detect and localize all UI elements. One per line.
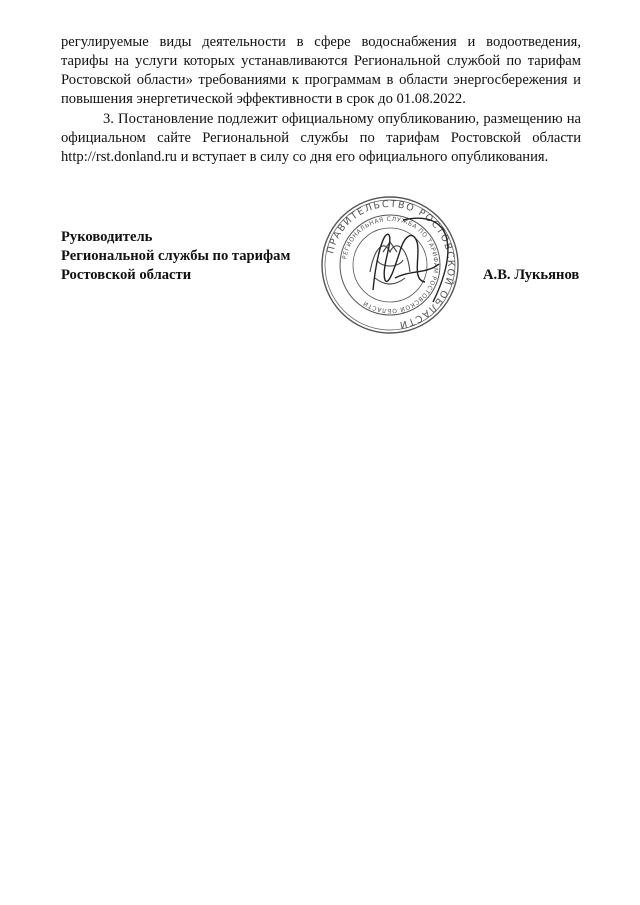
official-seal-icon — [315, 190, 465, 340]
position-line-organization: Региональной службы по тарифам — [61, 248, 291, 264]
paragraph-continuation: регулируемые виды деятельности в сфере водоснабжения и водоотведения, тарифы на услуги которых устанавливаются Региональной службой по тарифам Ростовской области» требованиями к программам в области энергосбережения и повышения энергетической эффективности в срок до 01.08.2022. — [61, 34, 581, 107]
paragraph-publication-clause: 3. Постановление подлежит официальному опубликованию, размещению на официальном сайте Региональной службы по тарифам Ростовской области http://rst.donland.ru и вступает в силу со дня его официального опубликования. — [61, 111, 581, 165]
signatory-name: А.В. Лукьянов — [483, 267, 580, 283]
svg-text:РЕГИОНАЛЬНАЯ СЛУЖБА ПО ТАРИФАМ: РЕГИОНАЛЬНАЯ СЛУЖБА ПО ТАРИФАМ РОСТОВСКОЙ ОБЛАСТИ — [341, 215, 440, 315]
position-line-title: Руководитель — [61, 229, 153, 245]
svg-text:ПРАВИТЕЛЬСТВО РОСТОВСКОЙ ОБЛАС: ПРАВИТЕЛЬСТВО РОСТОВСКОЙ ОБЛАСТИ — [325, 198, 457, 331]
position-line-region: Ростовской области — [61, 267, 192, 283]
signatory-position — [61, 228, 311, 285]
